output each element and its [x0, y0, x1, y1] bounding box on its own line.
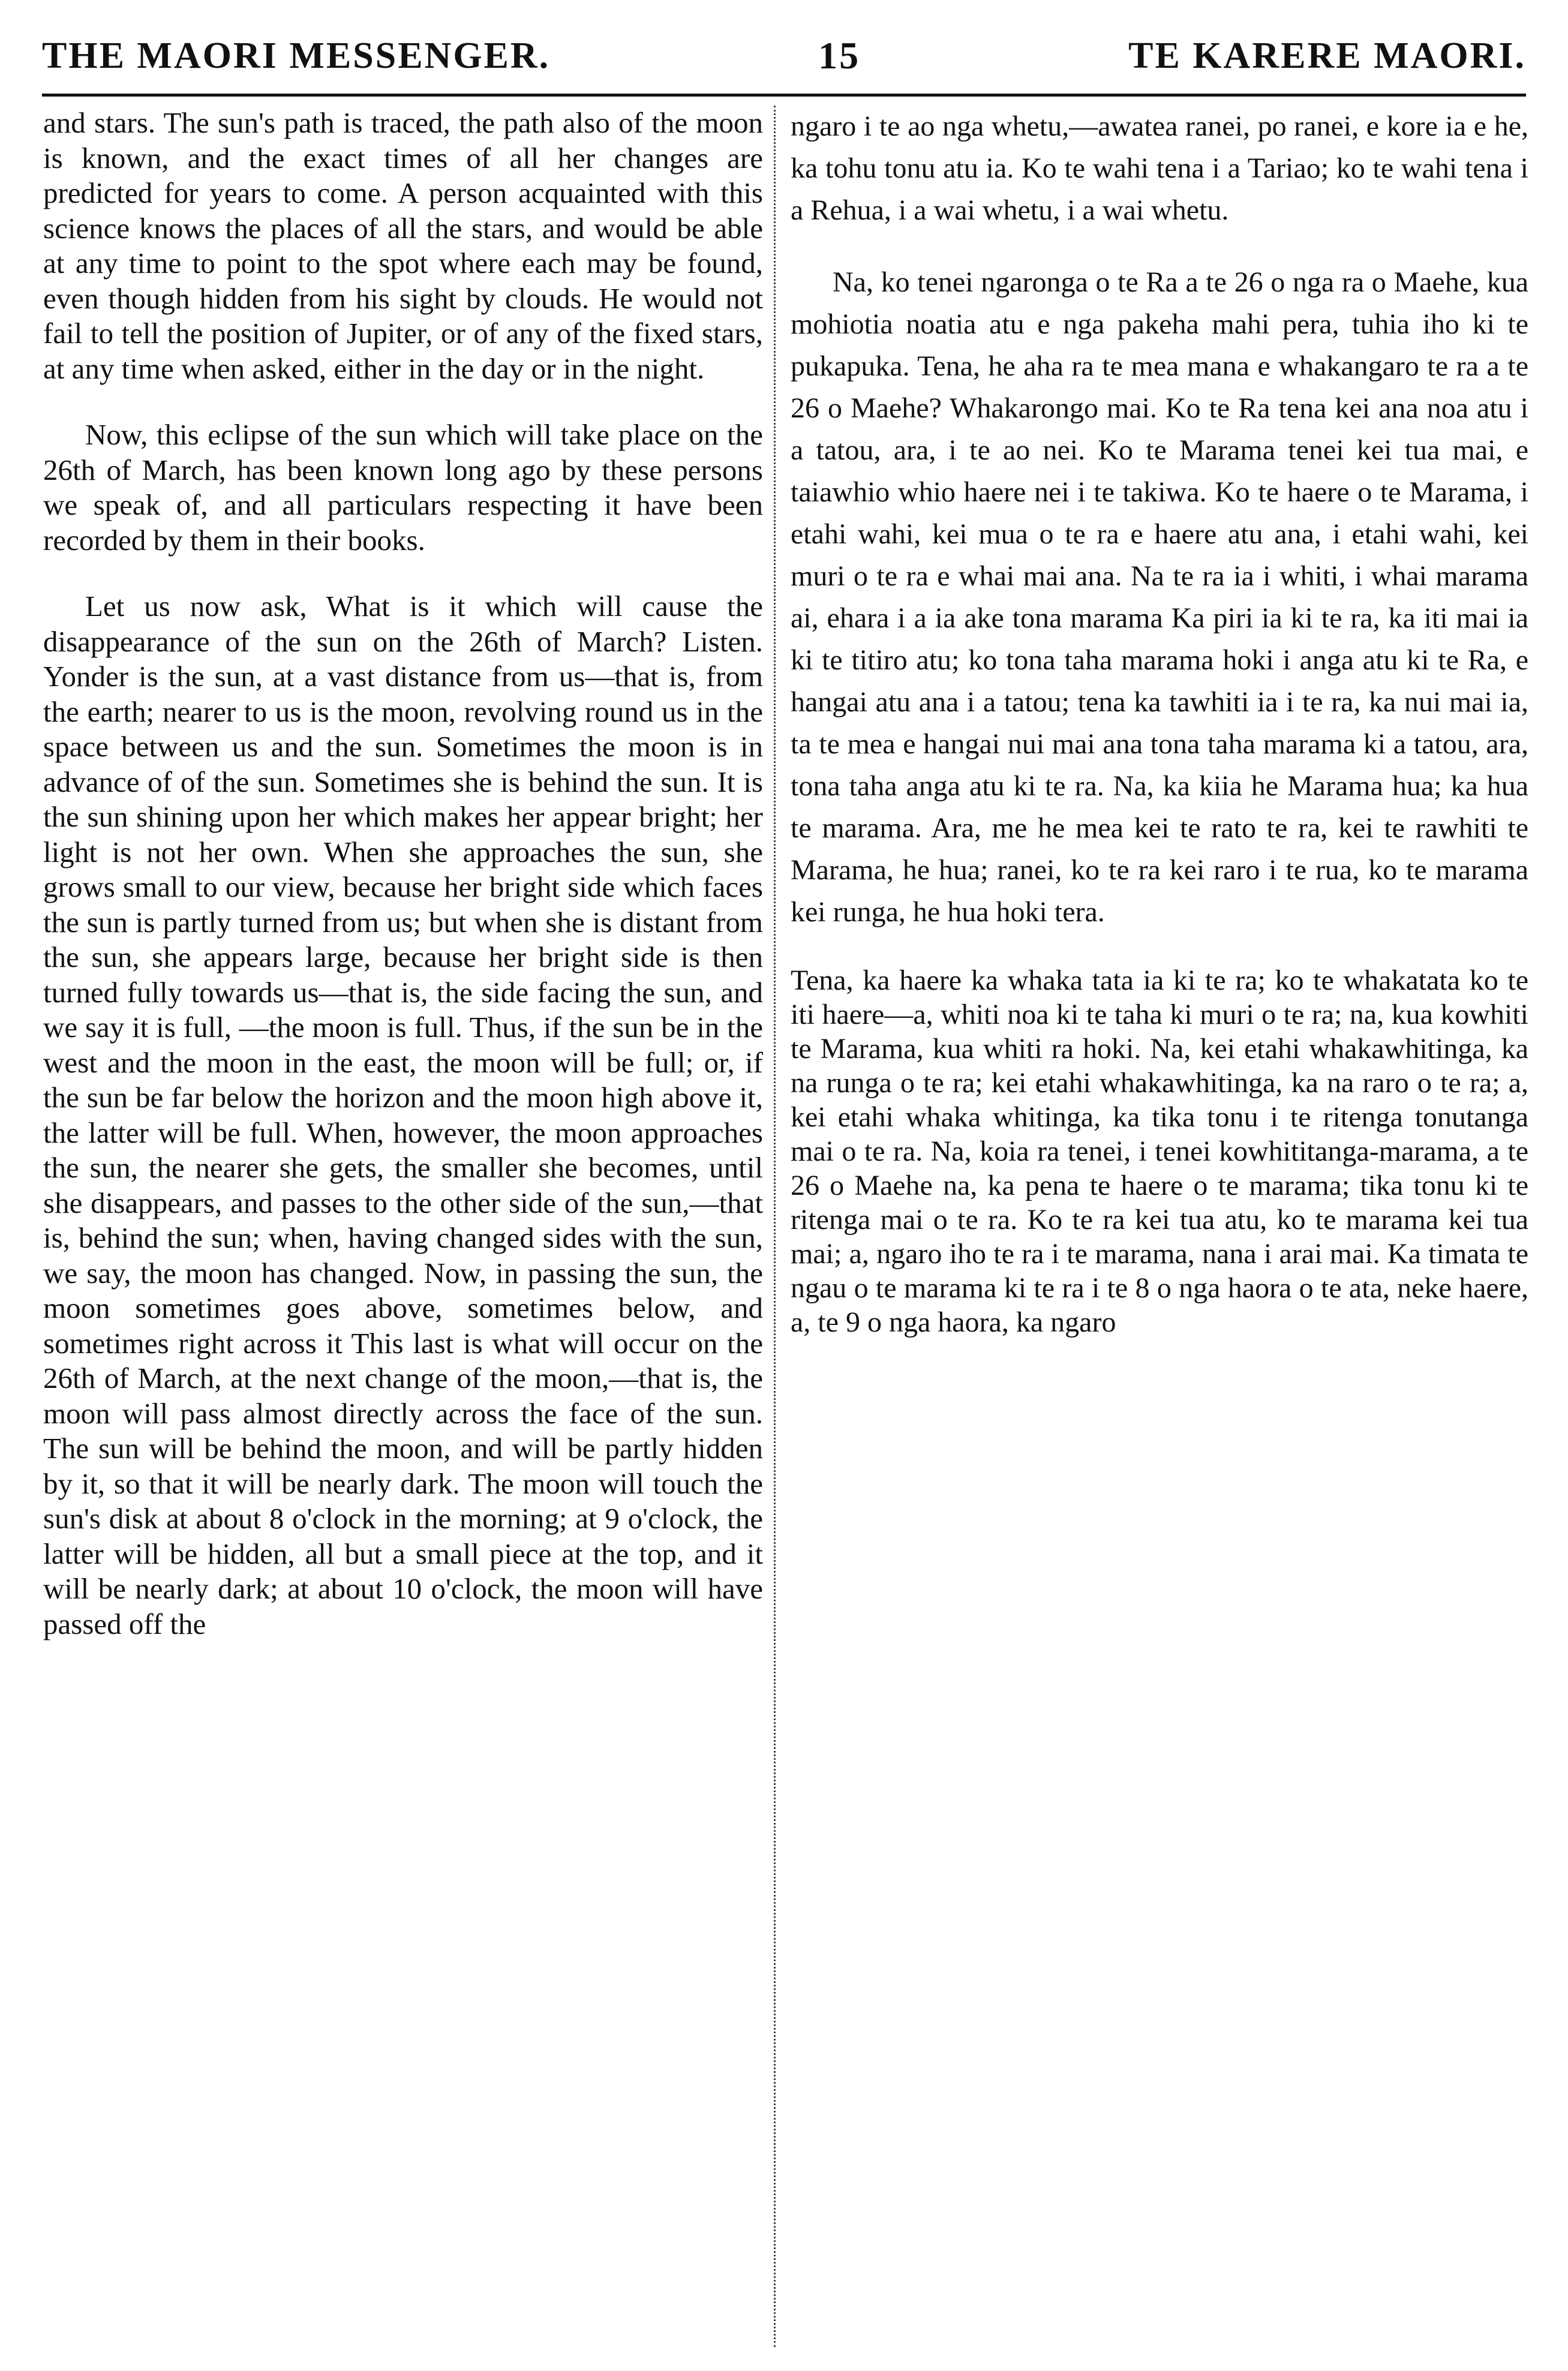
page-header — [42, 29, 1526, 83]
maori-paragraph: ngaro i te ao nga whetu,—awatea ranei, po ranei, e kore ia e he, ka tohu tonu atu ia. Ko te wahi tena i a Tariao; ko te wahi tena i a Rehua, i a wai whetu, i a wai whetu. — [791, 110, 1528, 226]
column-divider — [774, 106, 776, 2347]
english-paragraph: Now, this eclipse of the sun which will take place on the 26th of March, has been known long ago by these persons we speak of, and all particulars respecting it have been recorded by them in their books. — [43, 418, 763, 557]
header-rule — [42, 94, 1526, 97]
english-masthead: THE MAORI MESSENGER. — [42, 35, 551, 76]
english-paragraph: Let us now ask, What is it which will cause the disappearance of the sun on the 26th of March? Listen. Yonder is the sun, at a vast distance from us—that is, from the earth; nearer to us is the moon, revolving round us in the space between us and the sun. Sometimes the moon is in advance of of the sun. Sometimes she is behind the sun. It is the sun shining upon her which makes her appear bright; her light is not her own. When she approaches the sun, she grows small to our view, because her bright side which faces the sun is partly turned from us; but when she is distant from the sun, she appears large, because her bright side is then turned fully towards us—that is, the side facing the sun, and we say it is full, —the moon is full. Thus, if the sun be in the west and the moon in the east, the moon will be full; or, if the sun be far below the horizon and the moon high above it, the latter will be full. When, however, the moon approaches the sun, the nearer she gets, the smaller she becomes, until she disappears, and passes to the other side of the sun,—that is, behind the sun; when, having changed sides with the sun, we say, the moon has changed. Now, in passing the sun, the moon sometimes goes above, sometimes below, and sometimes right across it This last is what will occur on the 26th of March, at the next change of the moon,—that is, the moon will pass almost directly across the face of the sun. The sun will be behind the moon, and will be partly hidden by it, so that it will be nearly dark. The moon will touch the sun's disk at about 8 o'clock in the morning; at 9 o'clock, the latter will be hidden, all but a small piece at the top, and it will be nearly dark; at about 10 o'clock, the moon will have passed off the — [43, 590, 763, 1640]
maori-masthead: TE KARERE MAORI. — [1128, 35, 1526, 76]
maori-paragraph: Tena, ka haere ka whaka tata ia ki te ra; ko te whakatata ko te iti haere—a, whiti noa ki te taha ki muri o te ra; na, kua kowhiti te Marama, kua whiti ra hoki. Na, kei etahi whakawhitinga, ka na runga o te ra; kei etahi whakawhitinga, ka na raro o te ra; a, kei etahi whaka whitinga, ka tika tonu i te ritenga tonutanga mai o te ra. Na, koia ra tenei, i tenei kowhititanga-marama, a te 26 o Maehe na, ka pena te haere o te marama; tika tonu ki te ritenga mai o te ra. Ko te ra kei tua atu, ko te marama kei tua mai; a, ngaro iho te ra i te marama, nana i arai mai. Ka timata te ngau o te marama ki te ra i te 8 o nga haora o te ata, neke haere, a, te 9 o nga haora, ka ngaro — [791, 964, 1528, 1338]
english-paragraph: and stars. The sun's path is traced, the path also of the moon is known, and the exact times of all her changes are predicted for years to come. A person acquainted with this science knows the places of all the stars, and would be able at any time to point to the spot where each may be found, even though hidden from his sight by clouds. He would not fail to tell the position of Jupiter, or of any of the fixed stars, at any time when asked, either in the day or in the night. — [43, 106, 763, 385]
page-number: 15 — [818, 34, 861, 77]
english-column — [43, 106, 763, 2347]
maori-paragraph: Na, ko tenei ngaronga o te Ra a te 26 o nga ra o Maehe, kua mohiotia noatia atu e nga pakeha mahi pera, tuhia iho ki te pukapuka. Tena, he aha ra te mea mana e whakangaro te ra a te 26 o Maehe? Whakarongo mai. Ko te Ra tena kei ana noa atu i a tatou, ara, i te ao nei. Ko te Marama tenei kei tua mai, e taiawhio whio haere nei i te takiwa. Ko te haere o te Marama, i etahi wahi, kei mua o te ra e haere atu ana, i etahi wahi, kei muri o te ra e whai mai ana. Na te ra ia i whiti, i whai marama ai, ehara i a ia ake tona marama Ka piri ia ki te ra, ka iti mai ia ki te titiro atu; ko tona taha marama hoki i anga atu ki te Ra, e hangai atu ana i a tatou; tena ka tawhiti ia i te ra, ka nui mai ia, ta te mea e hangai nui mai ana tona taha marama ki a tatou, ara, tona taha anga atu ki te ra. Na, ka kiia he Marama hua; ka hua te marama. Ara, me he mea kei te rato te ra, kei te rawhiti te Marama, he hua; ranei, ko te ra kei raro i te rua, ko te marama kei runga, he hua hoki tera. — [791, 266, 1528, 928]
maori-column — [791, 106, 1528, 2347]
